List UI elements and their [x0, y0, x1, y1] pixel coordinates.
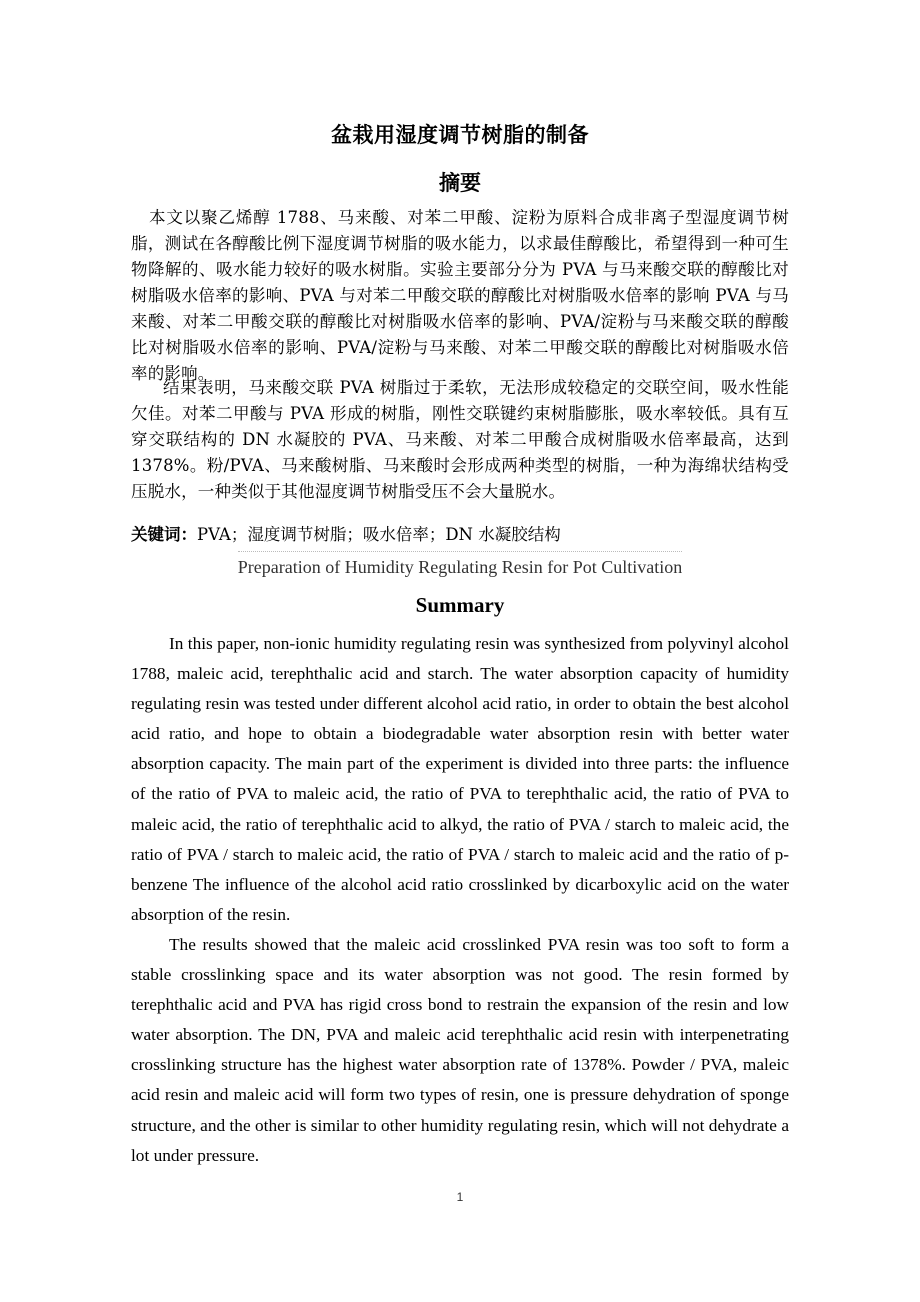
page-number: 1: [456, 1190, 464, 1204]
keywords-label: 关键词：: [131, 525, 197, 544]
summary-en-paragraph-1: In this paper, non-ionic humidity regulating resin was synthesized from polyvinyl alcohol 1788, maleic acid, terephthalic acid and starch. The water absorption capacity of humidity regulating resin was tested under different alcohol acid ratio, in order to obtain the best alcohol acid ratio, and hope to obtain a biodegradable water absorption resin with better water absorption capacity. The main part of the experiment is divided into three parts: the influence of the ratio of PVA to maleic acid, the ratio of PVA to terephthalic acid, the ratio of PVA to maleic acid, the ratio of terephthalic acid to alkyd, the ratio of PVA / starch to maleic acid, the ratio of PVA / starch to maleic acid, the ratio of PVA / starch to maleic acid and the ratio of p-benzene The influence of the alcohol acid ratio crosslinked by dicarboxylic acid on the water absorption of the resin.: [131, 634, 789, 924]
keywords-line: [131, 522, 789, 548]
abstract-cn-paragraph-2: 结果表明，马来酸交联 PVA 树脂过于柔软，无法形成较稳定的交联空间，吸水性能欠佳。对苯二甲酸与 PVA 形成的树脂，刚性交联键约束树脂膨胀，吸水率较低。具有互穿交联结构的 DN 水凝胶的 PVA、马来酸、对苯二甲酸合成树脂吸水倍率最高，达到 1378%。粉/PVA、马来酸树脂、马来酸时会形成两种类型的树脂，一种为海绵状结构受压脱水，一种类似于其他湿度调节树脂受压不会大量脱水。: [131, 378, 789, 501]
summary-heading: Summary: [415, 593, 505, 617]
summary-en-paragraph-2: The results showed that the maleic acid crosslinked PVA resin was too soft to form a stable crosslinking space and its water absorption was not good. The resin formed by terephthalic acid and PVA has rigid cross bond to restrain the expansion of the resin and low water absorption. The DN, PVA and maleic acid terephthalic acid resin with interpenetrating crosslinking structure has the highest water absorption rate of 1378%. Powder / PVA, maleic acid resin and maleic acid will form two types of resin, one is pressure dehydration of sponge structure, and the other is similar to other humidity regulating resin, which will not dehydrate a lot under pressure.: [131, 935, 789, 1165]
abstract-heading-cn: 摘要: [439, 171, 481, 195]
document-title-en-text: Preparation of Humidity Regulating Resin for Pot Cultivation: [238, 551, 682, 581]
keywords-text: PVA；湿度调节树脂；吸水倍率；DN 水凝胶结构: [197, 525, 561, 544]
abstract-cn-paragraph-1: 本文以聚乙烯醇 1788、马来酸、对苯二甲酸、淀粉为原料合成非离子型湿度调节树脂，测试在各醇酸比例下湿度调节树脂的吸水能力，以求最佳醇酸比，希望得到一种可生物降解的、吸水能力较好的吸水树脂。实验主要部分分为 PVA 与马来酸交联的醇酸比对树脂吸水倍率的影响、PVA 与对苯二甲酸交联的醇酸比对树脂吸水倍率的影响 PVA 与马来酸、对苯二甲酸交联的醇酸比对树脂吸水倍率的影响、PVA/淀粉与马来酸交联的醇酸比对树脂吸水倍率的影响、PVA/淀粉与马来酸、对苯二甲酸交联的醇酸比对树脂吸水倍率的影响。: [131, 208, 789, 383]
document-title-en: [131, 551, 789, 581]
document-title-cn: 盆栽用湿度调节树脂的制备: [331, 123, 589, 147]
